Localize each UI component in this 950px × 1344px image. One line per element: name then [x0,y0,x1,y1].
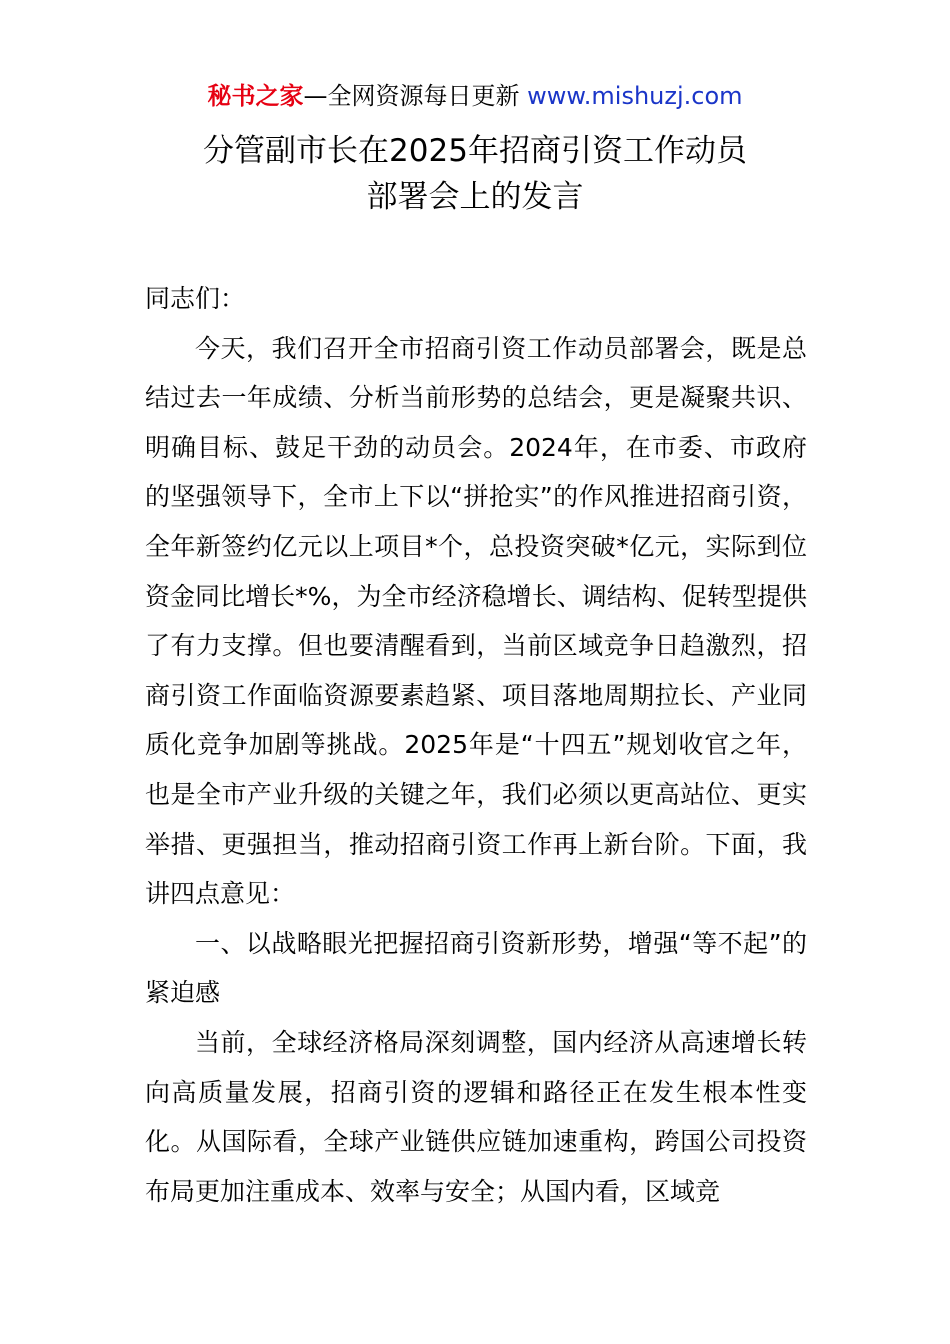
body-paragraph: 今天，我们召开全市招商引资工作动员部署会，既是总结过去一年成绩、分析当前形势的总结会，更是凝聚共识、明确目标、鼓足干劲的动员会。2024年，在市委、市政府的坚强领导下，全市上下以“拼抢实”的作风推进招商引资，全年新签约亿元以上项目*个，总投资突破*亿元，实际到位资金同比增长*%，为全市经济稳增长、调结构、促转型提供了有力支撑。但也要清醒看到，当前区域竞争日趋激烈，招商引资工作面临资源要素趋紧、项目落地周期拉长、产业同质化竞争加剧等挑战。2025年是“十四五”规划收官之年，也是全市产业升级的关键之年，我们必须以更高站位、更实举措、更强担当，推动招商引资工作再上新台阶。下面，我讲四点意见： [145,333,807,909]
site-brand: 秘书之家 [207,82,304,110]
site-header [0,80,950,112]
body-paragraph: 当前，全球经济格局深刻调整，国内经济从高速增长转向高质量发展，招商引资的逻辑和路径正在发生根本性变化。从国际看，全球产业链供应链加速重构，跨国公司投资布局更加注重成本、效率与安全；从国内看，区域竞 [145,1027,807,1206]
title-line-2: 部署会上的发言 [366,179,584,215]
document-body [145,274,807,1216]
site-url-link[interactable]: www.mishuzj.com [527,82,743,110]
salutation: 同志们： [145,284,246,313]
site-tagline: —全网资源每日更新 [303,82,528,110]
title-line-1: 分管副市长在2025年招商引资工作动员 [203,133,747,169]
document-title [0,128,950,220]
section-heading: 一、以战略眼光把握招商引资新形势，增强“等不起”的紧迫感 [145,928,807,1008]
